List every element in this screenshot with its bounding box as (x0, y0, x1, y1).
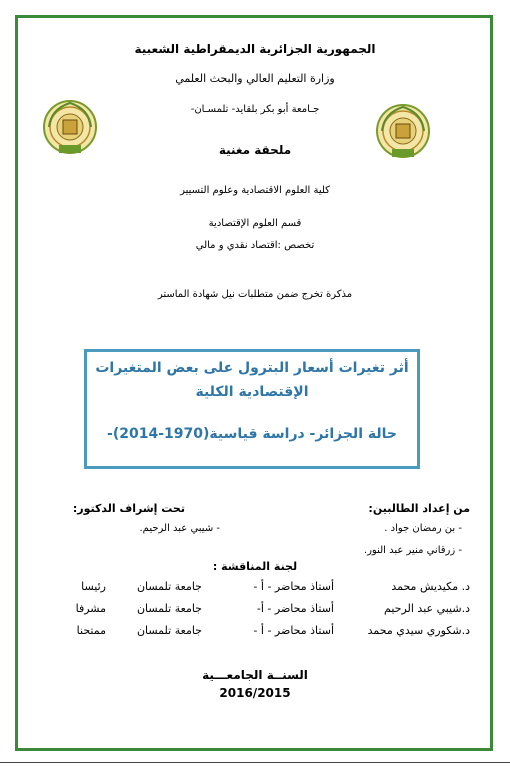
thesis-subtitle: حالة الجزائر- دراسة قياسية(1970-2014)- (107, 426, 397, 442)
committee-member-name: د. مكيديش محمد (391, 580, 470, 593)
committee-member-rank: أستاذ محاضر - أ- (256, 602, 334, 615)
supervisor-heading: تحت إشراف الدكتور: (72, 502, 185, 515)
committee-member-name: د.شيبي عبد الرحيم (384, 602, 470, 615)
committee-member-rank: أستاذ محاضر - أ - (253, 580, 334, 593)
republic-name: الجمهورية الجزائرية الديمقراطية الشعبية (134, 42, 376, 56)
academic-year-value: 2016/2015 (219, 686, 291, 700)
students-heading: من إعداد الطالبين: (368, 502, 470, 515)
committee-member-role: رئيسا (81, 580, 106, 593)
committee-member-role: مشرفا (75, 602, 106, 615)
committee-member-name: د.شكوري سيدي محمد (367, 624, 470, 637)
committee-member-affiliation: جامعة تلمسان (136, 602, 202, 615)
thesis-title-box (84, 349, 420, 469)
thesis-note: مذكرة تخرج ضمن متطلبات نيل شهادة الماستر (157, 289, 353, 300)
supervisor-name: - شيبي عبد الرحيم. (139, 523, 220, 534)
thesis-title-line2: الإقتصادية الكلية (195, 384, 309, 400)
specialty: تخصص :اقتصاد نقدي و مالي (195, 240, 315, 251)
annex-name: ملحقة مغنية (218, 143, 292, 157)
student-name: - بن رمضان جواد . (384, 523, 462, 534)
committee-heading: لجنة المناقشة : (212, 560, 298, 573)
student-name: - زرقاني منير عبد النور. (363, 545, 462, 556)
thesis-title-line1: أثر تغيرات أسعار البترول على بعض المتغيرات (95, 360, 409, 376)
committee-member-affiliation: جامعة تلمسان (136, 624, 202, 637)
university-name: جـامعة أبو بكر بلقايد- تلمسـان- (190, 104, 320, 115)
academic-year-label: السنــة الجامعـــية (202, 668, 308, 682)
ministry-name: وزارة التعليم العالي والبحث العلمي (175, 72, 335, 85)
faculty-name: كلية العلوم الاقتصادية وعلوم التسيير (180, 185, 330, 196)
committee-member-role: ممتحنا (76, 624, 106, 637)
committee-member-affiliation: جامعة تلمسان (136, 580, 202, 593)
committee-member-rank: أستاذ محاضر - أ - (253, 624, 334, 637)
page-bottom-edge (0, 762, 510, 763)
department-name: قسم العلوم الإقتصادية (208, 218, 302, 229)
